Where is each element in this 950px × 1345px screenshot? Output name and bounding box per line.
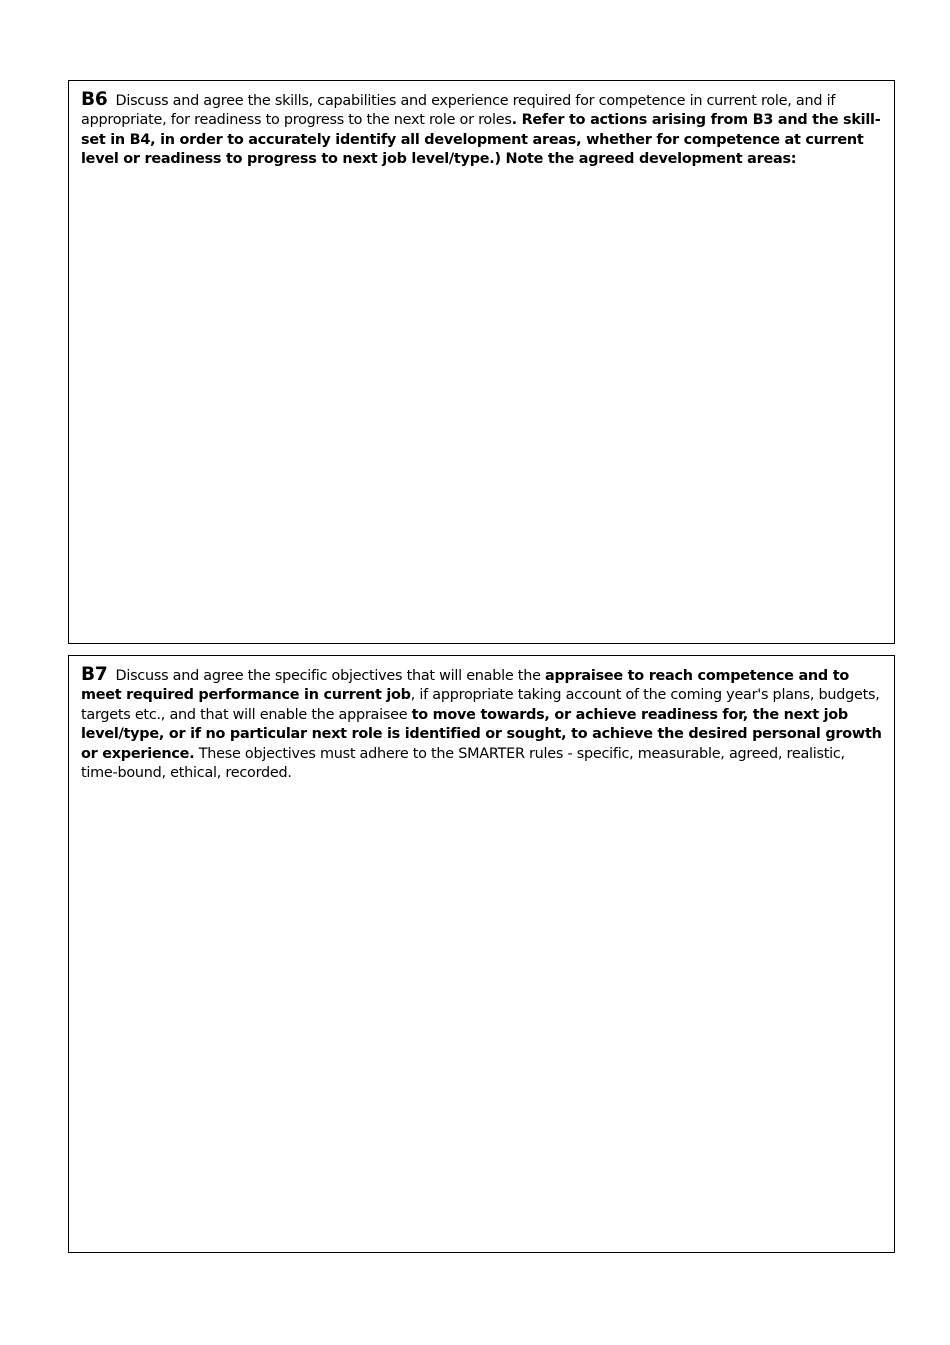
section-b6-box [68,80,895,644]
section-b7-text-bold-2: to move towards, or achieve readiness for, the next job level/type, or if no particular next role is identified or sought, to achieve the desired personal growth or experience. [81,706,882,762]
section-b6-instructions [81,90,882,170]
section-b7-text-regular-2: , if appropriate taking account of the coming year's plans, budgets, targets etc., and that will enable the appraisee [81,687,880,723]
section-b6-text-bold: . Refer to actions arising from B3 and the skill-set in B4, in order to accurately identify all development areas, whether for competence at current level or readiness to progress to next job level/type.) Note the agreed development areas: [81,112,881,168]
section-b6-text-regular: Discuss and agree the skills, capabilities and experience required for competence in current role, and if appropriate, for readiness to progress to the next role or roles [81,93,836,129]
section-b7-text-bold-1: appraisee to reach competence and to meet required performance in current job [81,668,849,704]
section-b7-text-regular-1: Discuss and agree the specific objectives that will enable the [115,668,546,684]
section-b7-instructions [81,665,882,783]
section-b7-text-regular-3: These objectives must adhere to the SMARTER rules - specific, measurable, agreed, realistic, time-bound, ethical, recorded. [81,745,845,782]
section-b6-code: B6 [81,89,108,110]
section-b7-box [68,655,895,1253]
section-b7-code: B7 [81,664,108,685]
